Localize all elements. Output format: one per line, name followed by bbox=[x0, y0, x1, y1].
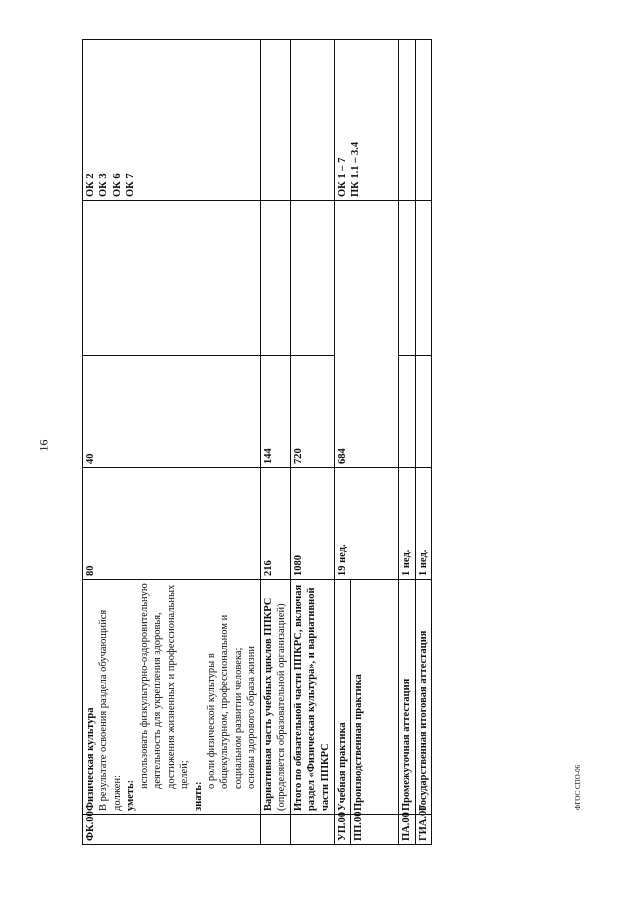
fk-intro: В результате освоения раздела обучающийся должен: bbox=[98, 609, 123, 811]
fk-hours-required: 40 bbox=[83, 356, 261, 468]
fk-hours-max: 80 bbox=[83, 468, 261, 580]
variative-title bbox=[260, 580, 290, 815]
variative-competency-cell bbox=[260, 40, 290, 201]
gia-title: Государственная итоговая аттестация bbox=[415, 580, 431, 815]
total-hours-required: 720 bbox=[290, 356, 334, 468]
up-code: УП.00 bbox=[334, 815, 350, 845]
pa-empty-cell-3 bbox=[399, 40, 415, 201]
fk-empty-cell bbox=[83, 201, 261, 356]
fk-skills-label: уметь: bbox=[125, 779, 137, 811]
gia-empty-cell-2 bbox=[415, 201, 431, 356]
fk-title: Физическая культура bbox=[85, 707, 96, 811]
gia-weeks: 1 нед. bbox=[415, 468, 431, 580]
page-number: 16 bbox=[36, 439, 51, 452]
variative-title-line1: Вариативная часть учебных циклов ППКРС bbox=[262, 597, 274, 811]
pa-code: ПА.00 bbox=[399, 815, 415, 845]
fk-knowledge-label: знать: bbox=[192, 781, 204, 811]
table-row-pa bbox=[399, 40, 415, 845]
fk-code: ФК.00 bbox=[83, 815, 261, 845]
fk-competency: ОК 3 bbox=[98, 173, 110, 197]
curriculum-table bbox=[82, 40, 429, 845]
variative-code bbox=[260, 815, 290, 845]
practice-competencies bbox=[334, 40, 398, 201]
pa-empty-cell bbox=[399, 356, 415, 468]
fk-competency: ОК 2 bbox=[85, 173, 96, 197]
fk-description bbox=[83, 580, 261, 815]
variative-hours-required: 144 bbox=[260, 356, 290, 468]
variative-title-line2: (определяется образовательной организацией) bbox=[276, 603, 288, 811]
fk-skills-text: использовать физкультурно-оздоровительную деятельность для укрепления здоровья, достижения жизненных и профессиональных целей; bbox=[138, 583, 191, 789]
total-code bbox=[290, 815, 334, 845]
practice-competency: ОК 1 – 7 bbox=[336, 157, 348, 197]
gia-empty-cell bbox=[415, 356, 431, 468]
gia-code: ГИА.00 bbox=[415, 815, 431, 845]
fk-knowledge-text-1: о роли физической культуры в общекультурном, профессиональном и социальном развитии человека; bbox=[205, 614, 244, 789]
variative-empty-cell bbox=[260, 201, 290, 356]
fk-knowledge-text-2: основы здорового образа жизни bbox=[246, 646, 258, 789]
footer-code: ФГОС СПО-06 bbox=[574, 764, 582, 810]
table-row-gia bbox=[415, 40, 431, 845]
practice-weeks: 19 нед. bbox=[334, 468, 398, 580]
table-row-variative bbox=[260, 40, 290, 845]
pa-title: Промежуточная аттестация bbox=[399, 580, 415, 815]
practice-competency: ПК 1.1 – 3.4 bbox=[350, 141, 362, 197]
practice-hours: 684 bbox=[334, 201, 398, 468]
fk-competency: ОК 7 bbox=[125, 173, 137, 197]
total-competency-cell bbox=[290, 40, 334, 201]
pp-code: ПП.00 bbox=[351, 815, 399, 845]
table-row-up bbox=[334, 40, 350, 845]
fk-competencies bbox=[83, 40, 261, 201]
total-title: Итого по обязательной части ППКРС, включая раздел «Физическая культура», и вариативной части ППКРС bbox=[290, 580, 334, 815]
pp-title: Производственная практика bbox=[351, 580, 399, 815]
gia-empty-cell-3 bbox=[415, 40, 431, 201]
total-empty-cell bbox=[290, 201, 334, 356]
pa-empty-cell-2 bbox=[399, 201, 415, 356]
total-hours-max: 1080 bbox=[290, 468, 334, 580]
fk-competency: ОК 6 bbox=[111, 173, 123, 197]
pa-weeks: 1 нед. bbox=[399, 468, 415, 580]
up-title: Учебная практика bbox=[334, 580, 350, 815]
table-row-total bbox=[290, 40, 334, 845]
table-row-fk bbox=[83, 40, 261, 845]
variative-hours-max: 216 bbox=[260, 468, 290, 580]
